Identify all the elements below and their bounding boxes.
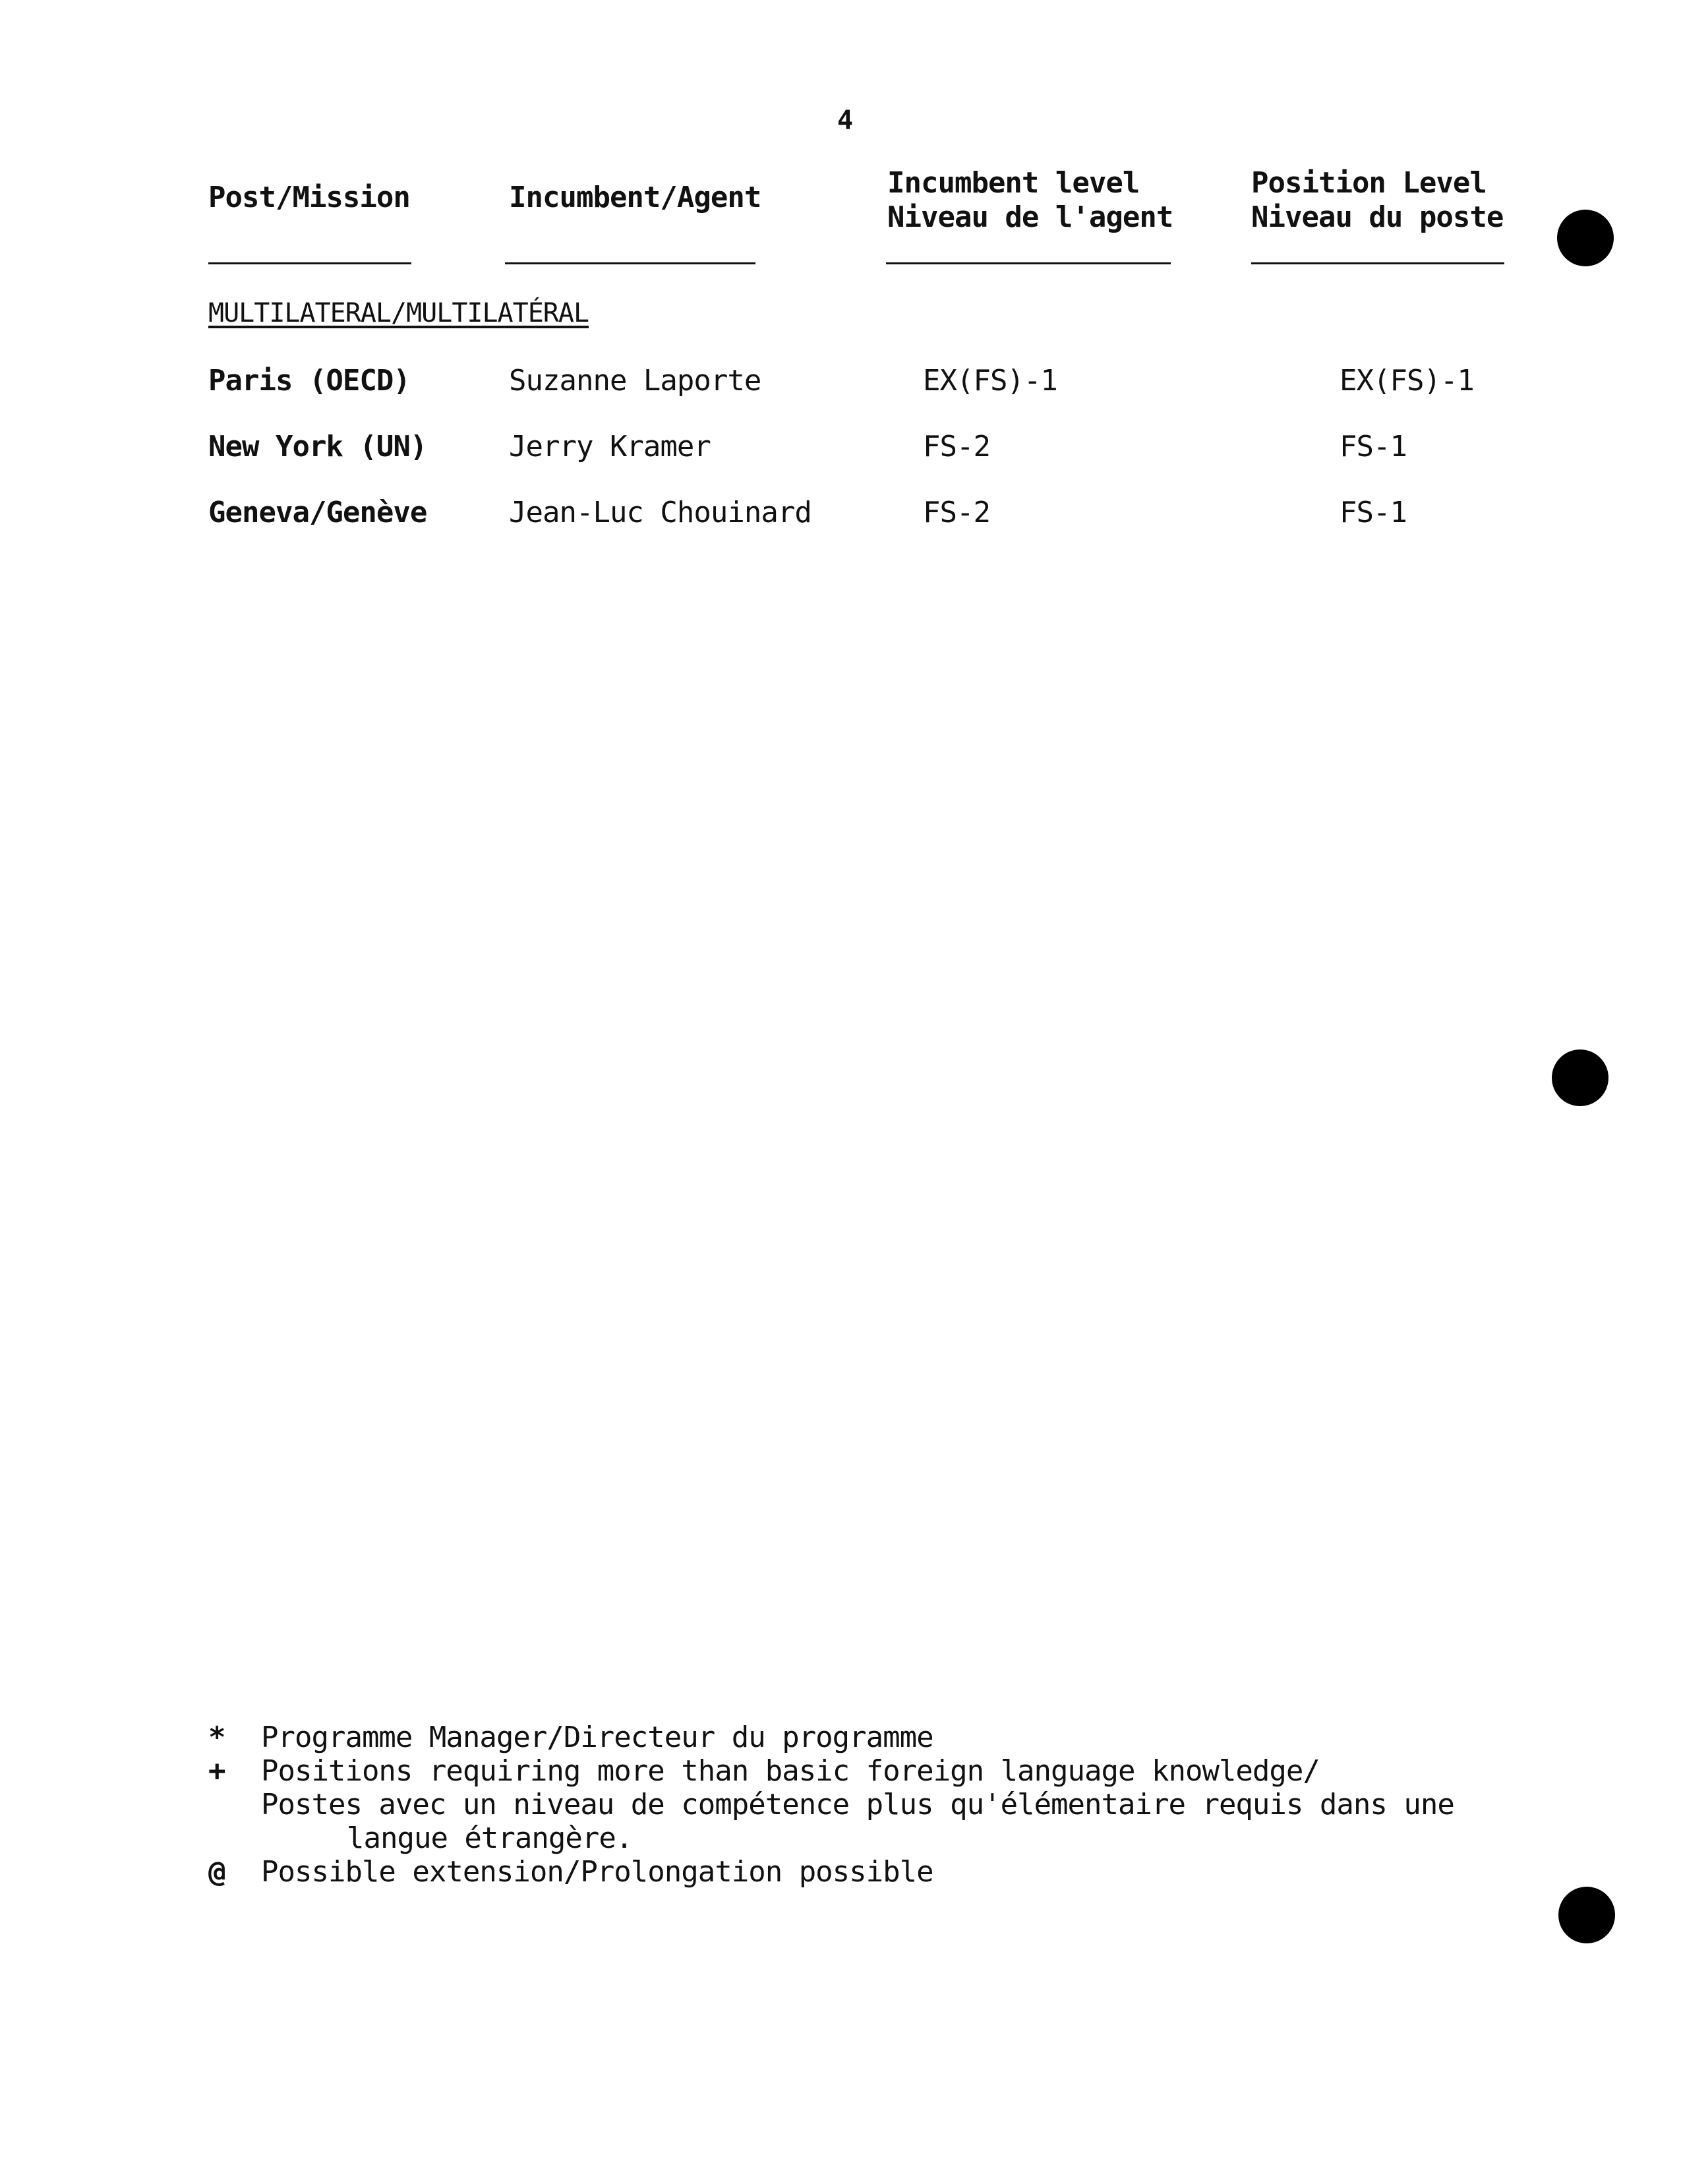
header-incumbent-level-line-1: Incumbent level	[887, 166, 1140, 200]
header-agent-line-2: Incumbent/Agent	[509, 181, 761, 214]
header-position-level-line-1: Position Level	[1251, 166, 1487, 200]
footnote-text: Programme Manager/Directeur du programme	[261, 1721, 933, 1754]
cell-incumbent-level: FS-2	[923, 430, 990, 463]
footnote-language-knowledge-cont	[208, 1788, 1454, 1821]
table-row	[0, 430, 1681, 469]
table-row	[0, 496, 1681, 535]
header-post-line-2: Post/Mission	[208, 181, 410, 214]
cell-agent: Suzanne Laporte	[509, 364, 761, 398]
footnote-symbol-asterisk: *	[208, 1721, 225, 1754]
cell-post: Geneva/Genève	[208, 496, 427, 529]
header-position-level-line-2: Niveau du poste	[1251, 200, 1504, 234]
footnote-symbol-at: @	[208, 1855, 225, 1889]
table-row	[0, 364, 1681, 403]
header-rule-position-level	[1251, 262, 1504, 264]
header-rule-incumbent-level	[886, 262, 1171, 264]
cell-position-level: FS-1	[1340, 430, 1407, 463]
cell-post: New York (UN)	[208, 430, 427, 463]
punch-hole-bottom	[1558, 1887, 1615, 1943]
footnote-extension	[208, 1855, 1454, 1889]
header-position-level	[1251, 166, 1503, 235]
footnote-text: Possible extension/Prolongation possible	[261, 1855, 933, 1889]
cell-incumbent-level: FS-2	[923, 496, 990, 529]
cell-position-level: FS-1	[1340, 496, 1407, 529]
cell-agent: Jean-Luc Chouinard	[509, 496, 811, 529]
cell-incumbent-level: EX(FS)-1	[923, 364, 1057, 398]
footnote-text: Positions requiring more than basic foreign language knowledge/	[261, 1754, 1320, 1788]
footnote-programme-manager	[208, 1721, 1454, 1754]
footnote-symbol-plus: +	[208, 1754, 225, 1788]
punch-hole-top	[1557, 210, 1614, 266]
header-rule-agent	[505, 262, 755, 264]
punch-hole-middle	[1552, 1049, 1608, 1106]
footnote-language-knowledge	[208, 1754, 1454, 1788]
cell-post: Paris (OECD)	[208, 364, 410, 398]
page-number: 4	[837, 105, 854, 136]
header-agent	[509, 181, 761, 215]
footnote-text: Postes avec un niveau de compétence plus qu'élémentaire requis dans une	[261, 1788, 1454, 1821]
header-post	[208, 181, 410, 215]
header-rule-post	[208, 262, 411, 264]
footnote-language-knowledge-cont2	[208, 1821, 1454, 1855]
footnotes	[208, 1721, 1454, 1889]
footnote-text: langue étrangère.	[347, 1821, 633, 1855]
cell-position-level: EX(FS)-1	[1340, 364, 1474, 398]
section-label: MULTILATERAL/MULTILATÉRAL	[208, 298, 589, 328]
header-incumbent-level	[887, 166, 1173, 235]
cell-agent: Jerry Kramer	[509, 430, 711, 463]
header-incumbent-level-line-2: Niveau de l'agent	[887, 200, 1173, 234]
